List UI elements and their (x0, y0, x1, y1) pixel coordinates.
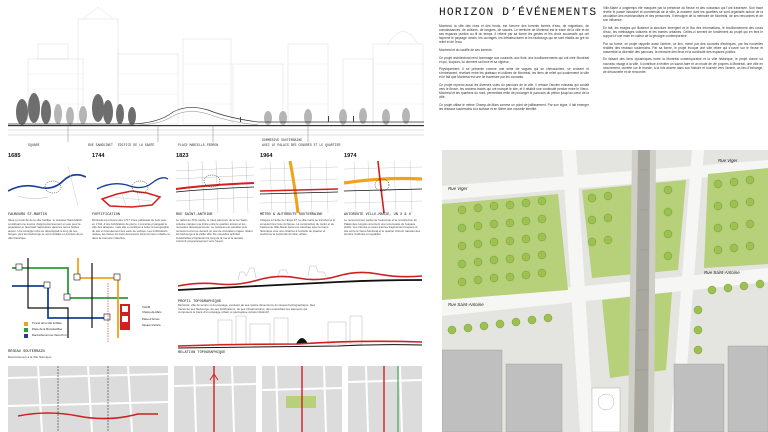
network-title: RÉSEAU SOUTERRAIN (8, 350, 45, 354)
legend-item: Raccordement au Vieux-Port (32, 334, 67, 337)
street-name: Rue Saint-Antoine (704, 270, 740, 275)
site-plan-drawing (442, 150, 768, 432)
body-paragraph: Ce projet reprend aussi les diverses voies du parcours de la ville. Il retrace l’ancien ruisseau qui coulait vers le fleuve, les anciens tracés qui ont marqué le site, et il rétablit une continuité perdue entre le Vieux-Montréal et les quartiers du nord, permettant enfin de prolonger le parcours du piéton jusqu’au cœur de la ville. (439, 83, 589, 100)
strip-panel (348, 366, 422, 432)
station-label: Champ-de-Mars (142, 311, 162, 314)
body-paragraph: Ce projet architectural rend hommage aux courants, aux flots, aux bouillonnements qui ont créé Montréal et qui, toujours, lui donnent sa force et sa vigueur. (439, 55, 589, 64)
map-1823 (176, 161, 254, 213)
site-plan (442, 150, 768, 432)
street-label: RUE SANGUINET (88, 143, 113, 147)
network-subtitle: Raccordement à la ville historique (8, 355, 52, 359)
year-panel (8, 153, 86, 253)
year-label: 1964 (260, 153, 273, 159)
strip-panel (174, 366, 256, 432)
year-label: 1744 (92, 153, 105, 159)
station-label: Place-d’Armes (142, 318, 160, 321)
hero-elevation (8, 4, 424, 152)
map-1974 (344, 161, 422, 213)
strip-panel (262, 366, 342, 432)
profile-title: PROFIL TOPOGRAPHIQUE (178, 300, 222, 304)
year-label: 1823 (176, 153, 189, 159)
year-text: Le recouvrement partiel de l’autoroute et la construction du Palais des congrès amorcent une reconquête de l’espace public. Les trémies et voies d’accès fragmentent toujours le site entre le Vieux-Montréal et le quartier chinois, laissant des terrains résiduels à requalifier. (344, 219, 421, 236)
street-label: AVEC LE PALAIS DES CONGRÈS ET LE QUARTIER (262, 143, 341, 147)
year-text: Situé à proximité de la ville fortifiée, le ruisseau Saint-Martin constituait une source d’approvisionnement en eau pour la population et favorisait l’agriculture dans les terres fertiles autour. Une écologie riche se développait le long de ses berges, puis les faubourgs se sont installés en bordure de la ville historique. (8, 219, 83, 240)
street-name: Rue Saint-Antoine (448, 302, 484, 307)
year-text: Intégrée à l’aube de l’Expo 67, la ville-marie se transforme et conquiert les rives du fleuve. La construction du métro et de l’autoroute Ville-Marie dans une tranchée sous la trame historique crée une cicatrice à l’échelle du quartier et sectionne la continuité du tissu urbain. (260, 219, 336, 236)
body-column-2 (603, 6, 763, 144)
year-label: 1685 (8, 153, 21, 159)
legend-item: Tunnel de la ville fortifiée (32, 322, 62, 325)
body-paragraph: Par sa forme, ce projet rappelle aussi l’arrière, ce lien, mené par des courants électriques, par les nouvelles réalités des réseaux souterrains. Par sa forme, le projet évoque une ville reliée qui s’ouvre sur le fleuve et rassemble la diversité des parcours, la mémoire des lieux et la continuité des espaces publics. (603, 41, 763, 54)
topographic-profile-drawing (178, 258, 422, 298)
body-paragraph: Montréal, la ville des rives et des fonds, est l’œuvre des torrents formés d’eau, de migrations, de connaissances, de cultures, de langues, de savoirs. Le territoire de Montréal est le tracé de la ville et de ses espaces publics au fil du temps. Il retient par sa forme les gestes et les choix successifs qui ont façonné le paysage urbain, les ouvrages, les infrastructures et les faubourgs qui se sont établis au gré du relief et de l’eau. (439, 24, 589, 45)
year-panel (92, 153, 170, 253)
relation-title: RELATION TOPOGRAPHIQUE (178, 351, 226, 355)
street-label: ÉDIFICE DE LA SANTÉ (118, 143, 155, 147)
body-paragraph: Ce projet utilise le même Champ-de-Mars comme un point de jaillissement. Par son signe, il fait émerger les réseaux souterrains à la surface et en libère une nouvelle identité. (439, 102, 589, 111)
year-label: 1974 (344, 153, 357, 159)
body-paragraph: En fait, les images qui illustrent la structure émergent et le flux des informations, le bouillonnement des cours d’eau, les métissages culturels et les trames urbaines. Celles-ci servent de fondement au projet qui en fera le support d’une mise en valeur de la géologie contemporaine. (603, 25, 763, 39)
map-1744 (92, 161, 170, 213)
body-paragraph: Ville-Marie a longtemps été marquée par la présence du fleuve et des ruisseaux qui l’ont traversée. Son tracé révèle le passé industriel et commercial de la ville, la manière dont les quartiers se sont organisés autour de la circulation des marchandises et des personnes. Il témoigne de la mémoire de Montréal, de ses rencontres et de son influence. (603, 6, 763, 23)
elevation-drawing (8, 4, 424, 152)
year-title: FORTIFICATION (92, 213, 121, 217)
legend-item: Place de la Montréal-Bue (32, 328, 63, 331)
street-name: Rue Viger (448, 186, 468, 191)
map-1964 (260, 161, 338, 213)
strip-panel (8, 366, 168, 432)
station-label: CHUM (142, 306, 151, 309)
historic-maps-row (8, 153, 422, 258)
profile-text: Montréal, ville du temps et du paysage, évoluant de ses quatre dimensions du réseau hydrographique. Des traces de ses faubourgs, de ses fortifications, de ses infrastructures, des ensembles les éléments qui composent le tracé d’un paysage urbain et géologique culturel distinctif. (178, 303, 316, 315)
year-text: Montréal est entouré dès 1717 d’une palissade de bois puis, en 1744, d’une fortification de pierre. L’enceinte protégeait la ville des attaques, mais elle a contribué à isoler la topographie du site et l’écoulement des eaux de surface. Les fortifications rasées, les traces du tracé demeurent dans la trame urbaine et dans la mémoire collective. (92, 219, 170, 240)
year-panel (260, 153, 338, 253)
right-column (430, 0, 768, 432)
street-label: SOMMERIVE SOUTERRAINE (262, 138, 303, 142)
board-title: HORIZON D’ÉVÉNEMENTS (439, 7, 598, 19)
year-title: FAUBOURG ST-MARTIN (8, 213, 47, 217)
year-text: Le début du XIXe siècle, le tracé parcouru de la rue Saint-Antoine marque une limite entre le quartier ancien et les nouveaux développements. Le ruisseau est canalisé puis recouvert et la rue devient un axe de circulation majeur reliant les faubourgs à la vieille ville. De nouvelles activités industrielles s’implantent le long de la rue et la densité s’accroît progressivement vers l’ouest. (176, 219, 253, 243)
year-title: RUE SAINT-ANTOINE (176, 213, 213, 217)
topographic-relation-drawing (178, 314, 422, 350)
bottom-plans-strip (8, 366, 422, 432)
station-label: Square-Victoria (142, 324, 161, 327)
body-paragraph: Montréal et du souffle de ses torrents. (439, 47, 493, 52)
year-title: MÉTRO & AUTOROUTE SOUTERRAINE (260, 213, 323, 217)
body-paragraph: En faisant des liens dynamiques entre la Montréal contemporaine et la ville historique, le projet donne un nouveau visage à la ville. Il contribue à révéler un savoir-faire et un mode de vie propres à Montréal, une ville en mouvement, ouverte sur le monde, à la fois ancrée dans son histoire et tournée vers l’avenir, un lieu d’échange, de découverte et de rencontre. (603, 57, 763, 74)
body-column-1 (439, 24, 589, 144)
street-label: SQUARE (28, 143, 40, 147)
year-panel (176, 153, 254, 253)
map-1685 (8, 161, 86, 213)
year-title: AUTOROUTE VILLE-MARIE, UN X & X (344, 213, 411, 217)
network-and-topography (8, 258, 422, 363)
body-paragraph: Physiquement, il se présente comme une série de vagues qui se chevauchent, se croisent et s’entrelacent, révélant entre les plateaux et collines de Montréal, les liens de relief qui soutiennent la ville et le fait que Montréal est une île traversée par les courants. (439, 67, 589, 80)
year-panel (344, 153, 422, 253)
street-name: Rue Viger (718, 158, 738, 163)
street-label: PLACE MARCELLE-FERRON (178, 143, 219, 147)
